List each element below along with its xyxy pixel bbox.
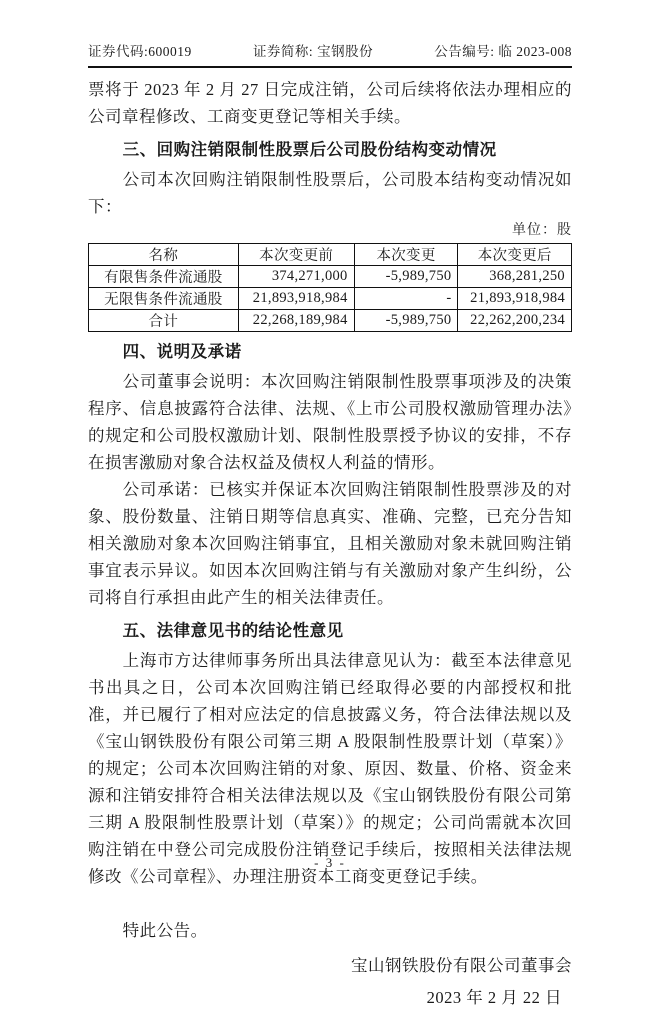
col-header-before: 本次变更前	[238, 244, 354, 266]
value-after: 368,281,250	[458, 266, 572, 288]
signature-company: 宝山钢铁股份有限公司董事会	[351, 956, 572, 975]
section-4-paragraph-2: 公司承诺：已核实并保证本次回购注销限制性股票涉及的对象、股份数量、注销日期等信息真实、准确、完整，已充分告知相关激励对象本次回购注销事宜，且相关激励对象未就回购注销事宜表示异议。如因本次回购注销与有关激励对象产生纠纷，公司将自行承担由此产生的相关法律责任。	[88, 480, 572, 607]
value-change: -5,989,750	[354, 310, 458, 332]
table-unit-note: 单位：股	[512, 223, 572, 238]
stock-short-name: 证券简称: 宝钢股份	[252, 44, 374, 59]
continuation-paragraph: 票将于 2023 年 2 月 27 日完成注销，公司后续将依法办理相应的公司章程修改、工商变更登记等相关手续。	[88, 80, 572, 126]
share-structure-table	[88, 243, 572, 332]
document-header	[88, 40, 572, 68]
section-3-heading: 三、回购注销限制性股票后公司股份结构变动情况	[122, 140, 497, 159]
row-label: 无限售条件流通股	[89, 288, 239, 310]
document-body	[88, 76, 572, 1014]
table-row	[89, 310, 572, 332]
value-change: -5,989,750	[354, 266, 458, 288]
announcement-number: 公告编号: 临 2023-008	[434, 44, 572, 59]
value-after: 22,262,200,234	[458, 310, 572, 332]
section-4-heading: 四、说明及承诺	[122, 342, 242, 361]
stock-code: 证券代码:600019	[88, 44, 192, 59]
signature-date: 2023 年 2 月 22 日	[426, 988, 562, 1007]
value-change: -	[354, 288, 458, 310]
section-5-paragraph-1: 上海市方达律师事务所出具法律意见认为：截至本法律意见书出具之日，公司本次回购注销已经取得必要的内部授权和批准，并已履行了相对应法定的信息披露义务，符合法律法规以及《宝山钢铁股份有限公司第三期 A 股限制性股票计划（草案）》的规定；公司本次回购注销的对象、原因、数量、价格、资金来源和注销安排符合相关法律法规以及《宝山钢铁股份有限公司第三期 A 股限制性股票计划（草案）》的规定；公司尚需就本次回购注销在中登公司完成股份注销登记手续后，按照相关法律法规修改《公司章程》、办理注册资本工商变更登记手续。	[88, 651, 572, 886]
value-before: 21,893,918,984	[238, 288, 354, 310]
value-after: 21,893,918,984	[458, 288, 572, 310]
value-before: 22,268,189,984	[238, 310, 354, 332]
table-header-row	[89, 244, 572, 266]
row-label: 合计	[89, 310, 239, 332]
page-number: - 3 -	[314, 855, 346, 870]
table-row	[89, 266, 572, 288]
closing-statement: 特此公告。	[122, 921, 208, 940]
section-5-heading: 五、法律意见书的结论性意见	[122, 621, 344, 640]
row-label: 有限售条件流通股	[89, 266, 239, 288]
signature-block	[88, 950, 572, 1014]
table-row	[89, 288, 572, 310]
col-header-after: 本次变更后	[458, 244, 572, 266]
value-before: 374,271,000	[238, 266, 354, 288]
col-header-name: 名称	[89, 244, 239, 266]
section-4-paragraph-1: 公司董事会说明：本次回购注销限制性股票事项涉及的决策程序、信息披露符合法律、法规、《上市公司股权激励管理办法》的规定和公司股权激励计划、限制性股票授予协议的安排，不存在损害激励对象合法权益及债权人利益的情形。	[88, 372, 572, 472]
col-header-change: 本次变更	[354, 244, 458, 266]
section-3-intro: 公司本次回购注销限制性股票后，公司股本结构变动情况如下：	[88, 170, 572, 216]
